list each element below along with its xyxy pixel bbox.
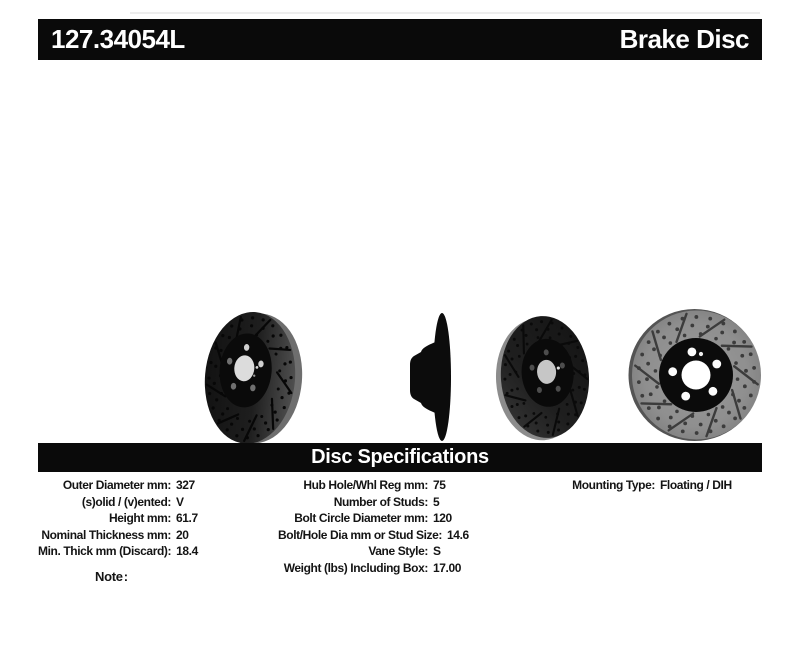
- spec-column-right: [540, 477, 732, 494]
- spec-section-bar: [38, 443, 762, 472]
- spec-value: 61.7: [176, 511, 198, 525]
- spec-row: [278, 477, 469, 494]
- brake-disc-angled-view-2-image: [495, 313, 595, 443]
- spec-label: Height mm :: [38, 510, 171, 527]
- spec-label: Outer Diameter mm :: [38, 477, 171, 494]
- spec-value: V: [176, 494, 184, 509]
- spec-label: Mounting Type :: [540, 477, 655, 494]
- spec-row: [38, 527, 198, 544]
- spec-value: 75: [433, 478, 446, 492]
- spec-row: [38, 510, 198, 527]
- spec-row: [38, 477, 198, 494]
- spec-row: [278, 510, 469, 527]
- spec-value: 14.6: [447, 527, 469, 542]
- spec-label: Nominal Thickness mm :: [38, 527, 171, 544]
- brake-disc-angled-view-image: [202, 308, 305, 448]
- spec-label: Vane Style :: [278, 543, 428, 560]
- spec-label: Weight (lbs) Including Box :: [278, 560, 428, 577]
- product-type-title: Brake Disc: [619, 24, 749, 54]
- spec-row: [278, 560, 469, 577]
- spec-row: [38, 494, 198, 511]
- spec-row: [38, 543, 198, 560]
- spec-value: 5: [433, 494, 440, 509]
- brake-disc-front-view-image: [626, 306, 763, 444]
- note-label: Note :: [95, 569, 128, 584]
- spec-label: Hub Hole/Whl Reg mm :: [278, 477, 428, 494]
- spec-value: Floating / DIH: [660, 478, 732, 492]
- brake-disc-side-profile-image: [404, 311, 454, 444]
- header-bar: [38, 19, 762, 60]
- spec-label: Bolt/Hole Dia mm or Stud Size :: [278, 527, 442, 544]
- spec-label: (s)olid / (v)ented :: [38, 494, 171, 511]
- spec-label: Min. Thick mm (Discard) :: [38, 543, 171, 560]
- spec-value: 18.4: [176, 544, 198, 558]
- top-divider-rule: [130, 12, 760, 14]
- spec-label: Bolt Circle Diameter mm :: [278, 510, 428, 527]
- spec-row: [278, 527, 469, 544]
- spec-column-left: [38, 477, 198, 560]
- spec-label: Number of Studs :: [278, 494, 428, 511]
- part-number: 127.34054L: [51, 24, 185, 54]
- spec-column-middle: [278, 477, 469, 576]
- spec-section-title: Disc Specifications: [311, 446, 489, 468]
- spec-value: 120: [433, 511, 452, 525]
- spec-value: 17.00: [433, 560, 462, 575]
- spec-row: [278, 543, 469, 560]
- spec-row: [540, 477, 732, 494]
- spec-value: 327: [176, 478, 195, 492]
- spec-row: [278, 494, 469, 511]
- spec-value: 20: [176, 527, 189, 542]
- spec-value: S: [433, 544, 441, 558]
